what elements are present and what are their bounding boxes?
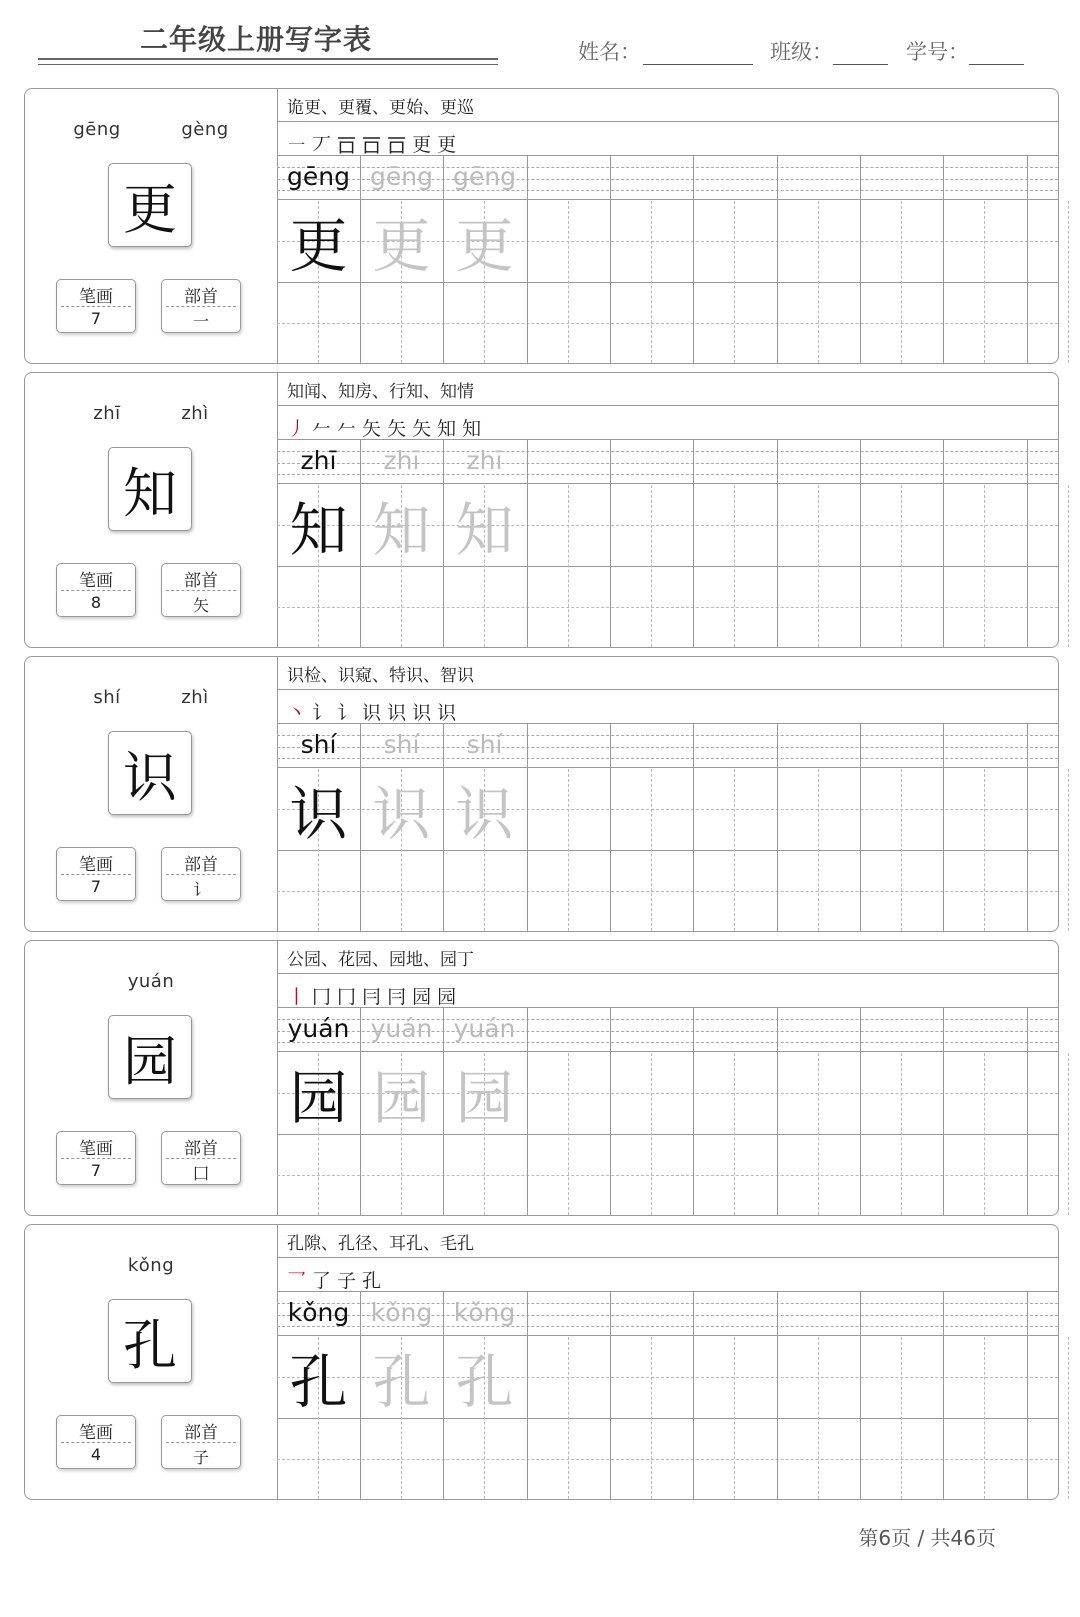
blank-practice-cell[interactable]: [527, 1336, 610, 1418]
blank-practice-cell[interactable]: [360, 1135, 443, 1217]
blank-practice-cell[interactable]: [443, 283, 526, 365]
blank-practice-cell[interactable]: [943, 1052, 1026, 1134]
stroke-step: 丨: [287, 986, 307, 1008]
practice-character: 园: [372, 1064, 431, 1132]
blank-practice-cell[interactable]: [443, 851, 526, 933]
practice-pinyin: zhī: [300, 446, 337, 475]
page-title: 二年级上册写字表: [140, 23, 373, 56]
row-divider: [277, 439, 1058, 440]
blank-practice-cell[interactable]: [277, 283, 360, 365]
example-words: 知闻、知房、行知、知情: [287, 382, 474, 402]
title-underline: [38, 58, 498, 60]
practice-character: 孔: [372, 1348, 431, 1416]
stroke-step: 𠮛: [337, 135, 357, 157]
radical-box: [161, 279, 241, 333]
radical-value: 子: [192, 1448, 209, 1467]
practice-pinyin: shí: [300, 730, 337, 759]
stroke-step: 更: [437, 134, 457, 156]
practice-character: 知: [289, 496, 348, 564]
blank-practice-cell[interactable]: [860, 768, 943, 850]
stroke-step: 识: [362, 702, 382, 724]
character-card: [24, 656, 1059, 932]
row-divider: [277, 689, 1058, 690]
practice-pinyin: yuán: [287, 1014, 350, 1043]
character-display: 识: [108, 731, 192, 815]
blank-practice-cell[interactable]: [777, 484, 860, 566]
example-words: 诡更、更覆、更始、更巡: [287, 98, 474, 118]
radical-label: 部首: [184, 571, 218, 591]
blank-practice-cell[interactable]: [777, 1419, 860, 1501]
blank-practice-cell[interactable]: [1027, 1052, 1080, 1134]
stroke-count-box: [56, 847, 136, 901]
row-divider: [277, 121, 1058, 122]
class-label: 班级：: [770, 40, 833, 64]
stroke-step: 乛: [287, 1270, 307, 1292]
blank-practice-cell[interactable]: [443, 1419, 526, 1501]
radical-box: [161, 847, 241, 901]
radical-value: 囗: [192, 1164, 209, 1183]
blank-practice-cell[interactable]: [860, 1336, 943, 1418]
practice-pinyin: shí: [383, 730, 420, 759]
blank-practice-cell[interactable]: [610, 200, 693, 282]
stroke-step: 知: [437, 418, 457, 440]
blank-practice-cell[interactable]: [777, 768, 860, 850]
info-divider: [166, 1442, 236, 1443]
character-display: 更: [108, 163, 192, 247]
practice-character: 识: [289, 780, 348, 848]
character-pinyin: kǒng: [127, 1255, 175, 1276]
stroke-count-value: 7: [90, 309, 102, 328]
blank-practice-cell[interactable]: [777, 200, 860, 282]
blank-practice-cell[interactable]: [610, 851, 693, 933]
practice-pinyin: zhī: [383, 446, 420, 475]
stroke-step: 讠: [337, 702, 357, 724]
practice-character: 更: [372, 212, 431, 280]
blank-practice-cell[interactable]: [943, 1135, 1026, 1217]
stroke-step: 𠮛: [362, 135, 382, 157]
stroke-step: 矢: [412, 418, 432, 440]
practice-character: 更: [289, 212, 348, 280]
practice-panel: [277, 1225, 1058, 1499]
stroke-step: 丶: [287, 702, 307, 724]
blank-practice-cell[interactable]: [777, 567, 860, 649]
blank-practice-cell[interactable]: [943, 283, 1026, 365]
example-words: 识检、识窥、特识、智识: [287, 666, 474, 686]
practice-pinyin: yuán: [370, 1014, 433, 1043]
character-info-panel: [25, 657, 278, 931]
blank-practice-cell[interactable]: [693, 768, 776, 850]
practice-pinyin: shí: [466, 730, 503, 759]
name-label: 姓名：: [578, 40, 641, 64]
blank-practice-cell[interactable]: [1027, 484, 1080, 566]
row-divider: [277, 405, 1058, 406]
stroke-step: 冃: [387, 986, 407, 1008]
blank-practice-cell[interactable]: [943, 484, 1026, 566]
character-pinyin: yuán: [127, 971, 175, 992]
radical-box: [161, 1415, 241, 1469]
stroke-step: 𠂉: [337, 418, 357, 440]
stroke-count-label: 笔画: [79, 287, 113, 307]
stroke-order: [287, 979, 462, 1009]
character-pinyin: gēng gèng: [73, 119, 229, 140]
stroke-count-box: [56, 1131, 136, 1185]
practice-pinyin: zhī: [466, 446, 503, 475]
stroke-count-label: 笔画: [79, 1423, 113, 1443]
blank-practice-cell[interactable]: [1027, 283, 1080, 365]
class-field[interactable]: [833, 64, 888, 65]
stroke-count-box: [56, 1415, 136, 1469]
row-divider: [277, 1007, 1058, 1008]
practice-character: 孔: [455, 1348, 514, 1416]
blank-practice-cell[interactable]: [610, 484, 693, 566]
practice-pinyin: gēng: [287, 162, 350, 191]
blank-practice-cell[interactable]: [527, 1052, 610, 1134]
stroke-step: 𠮛: [387, 135, 407, 157]
blank-practice-cell[interactable]: [943, 1336, 1026, 1418]
blank-practice-cell[interactable]: [527, 484, 610, 566]
radical-value: 矢: [192, 596, 209, 615]
blank-practice-cell[interactable]: [860, 851, 943, 933]
info-divider: [166, 590, 236, 591]
stroke-count-label: 笔画: [79, 1139, 113, 1159]
example-words: 孔隙、孔径、耳孔、毛孔: [287, 1234, 474, 1254]
blank-practice-cell[interactable]: [610, 567, 693, 649]
blank-practice-cell[interactable]: [693, 283, 776, 365]
practice-panel: [277, 373, 1058, 647]
stroke-count-label: 笔画: [79, 571, 113, 591]
blank-practice-cell[interactable]: [943, 1419, 1026, 1501]
stroke-step: 丆: [312, 134, 332, 156]
blank-practice-cell[interactable]: [943, 200, 1026, 282]
stroke-order: [287, 411, 487, 441]
info-divider: [61, 874, 131, 875]
id-label: 学号：: [906, 40, 969, 64]
blank-practice-cell[interactable]: [610, 768, 693, 850]
row-divider: [277, 1257, 1058, 1258]
blank-practice-cell[interactable]: [1027, 851, 1080, 933]
character-info-panel: [25, 373, 278, 647]
blank-practice-cell[interactable]: [1027, 768, 1080, 850]
blank-practice-cell[interactable]: [527, 1419, 610, 1501]
row-divider: [277, 723, 1058, 724]
blank-practice-cell[interactable]: [277, 567, 360, 649]
character-card: [24, 88, 1059, 364]
blank-practice-cell[interactable]: [860, 200, 943, 282]
row-divider: [277, 1291, 1058, 1292]
info-divider: [166, 306, 236, 307]
blank-practice-cell[interactable]: [777, 283, 860, 365]
character-display: 知: [108, 447, 192, 531]
blank-practice-cell[interactable]: [693, 1419, 776, 1501]
blank-practice-cell[interactable]: [360, 567, 443, 649]
name-field[interactable]: [643, 64, 753, 65]
stroke-step: 矢: [362, 418, 382, 440]
stroke-step: 子: [337, 1270, 357, 1292]
blank-practice-cell[interactable]: [693, 851, 776, 933]
blank-practice-cell[interactable]: [1027, 1336, 1080, 1418]
blank-practice-cell[interactable]: [860, 283, 943, 365]
stroke-step: 冂: [312, 986, 332, 1008]
stroke-step: 讠: [312, 702, 332, 724]
radical-label: 部首: [184, 1139, 218, 1159]
blank-practice-cell[interactable]: [693, 484, 776, 566]
title-underline-thin: [38, 64, 498, 65]
character-pinyin: shí zhì: [93, 687, 209, 708]
practice-pinyin: kǒng: [453, 1298, 516, 1327]
blank-practice-cell[interactable]: [860, 1419, 943, 1501]
blank-practice-cell[interactable]: [1027, 200, 1080, 282]
character-pinyin: zhī zhì: [93, 403, 209, 424]
stroke-count-label: 笔画: [79, 855, 113, 875]
page-number: 第6页 / 共46页: [858, 1526, 996, 1550]
radical-box: [161, 1131, 241, 1185]
info-divider: [166, 874, 236, 875]
stroke-order: [287, 695, 462, 725]
blank-practice-cell[interactable]: [860, 1135, 943, 1217]
stroke-step: 了: [312, 1270, 332, 1292]
row-divider: [277, 973, 1058, 974]
info-divider: [61, 1442, 131, 1443]
practice-pinyin: gēng: [370, 162, 433, 191]
blank-practice-cell[interactable]: [1027, 1419, 1080, 1501]
stroke-step: 识: [412, 702, 432, 724]
stroke-count-box: [56, 563, 136, 617]
example-words: 公园、花园、园地、园丁: [287, 950, 474, 970]
blank-practice-cell[interactable]: [610, 1052, 693, 1134]
blank-practice-cell[interactable]: [777, 1336, 860, 1418]
blank-practice-cell[interactable]: [443, 567, 526, 649]
blank-practice-cell[interactable]: [527, 768, 610, 850]
blank-practice-cell[interactable]: [693, 1052, 776, 1134]
character-card: [24, 1224, 1059, 1500]
stroke-step: 园: [412, 986, 432, 1008]
id-field[interactable]: [969, 64, 1024, 65]
blank-practice-cell[interactable]: [610, 1336, 693, 1418]
row-divider: [277, 155, 1058, 156]
stroke-step: ㇐: [287, 134, 307, 156]
blank-practice-cell[interactable]: [943, 567, 1026, 649]
blank-practice-cell[interactable]: [693, 1336, 776, 1418]
stroke-order: [287, 1263, 387, 1293]
blank-practice-cell[interactable]: [360, 1419, 443, 1501]
practice-character: 知: [455, 496, 514, 564]
character-display: 园: [108, 1015, 192, 1099]
blank-practice-cell[interactable]: [277, 851, 360, 933]
stroke-step: 识: [387, 702, 407, 724]
blank-practice-cell[interactable]: [860, 484, 943, 566]
stroke-count-value: 7: [90, 877, 102, 896]
practice-character: 园: [455, 1064, 514, 1132]
blank-practice-cell[interactable]: [693, 567, 776, 649]
stroke-step: 𠂉: [312, 418, 332, 440]
radical-value: 讠: [192, 880, 209, 899]
stroke-count-value: 4: [90, 1445, 102, 1464]
character-info-panel: [25, 1225, 278, 1499]
stroke-step: 更: [412, 134, 432, 156]
blank-practice-cell[interactable]: [443, 1135, 526, 1217]
blank-practice-cell[interactable]: [860, 1052, 943, 1134]
stroke-step: 识: [437, 702, 457, 724]
stroke-count-value: 8: [90, 593, 102, 612]
practice-character: 识: [372, 780, 431, 848]
blank-practice-cell[interactable]: [693, 200, 776, 282]
blank-practice-cell[interactable]: [277, 1419, 360, 1501]
blank-practice-cell[interactable]: [610, 1135, 693, 1217]
blank-practice-cell[interactable]: [693, 1135, 776, 1217]
stroke-step: 孔: [362, 1270, 382, 1292]
practice-character: 园: [289, 1064, 348, 1132]
blank-practice-cell[interactable]: [360, 851, 443, 933]
character-card: [24, 372, 1059, 648]
blank-practice-cell[interactable]: [1027, 1135, 1080, 1217]
blank-practice-cell[interactable]: [527, 567, 610, 649]
stroke-step: 园: [437, 986, 457, 1008]
practice-character: 知: [372, 496, 431, 564]
practice-character: 识: [455, 780, 514, 848]
stroke-count-value: 7: [90, 1161, 102, 1180]
blank-practice-cell[interactable]: [777, 1052, 860, 1134]
blank-practice-cell[interactable]: [610, 1419, 693, 1501]
blank-practice-cell[interactable]: [610, 283, 693, 365]
info-divider: [61, 306, 131, 307]
stroke-order: [287, 127, 462, 157]
blank-practice-cell[interactable]: [943, 768, 1026, 850]
stroke-count-box: [56, 279, 136, 333]
practice-pinyin: kǒng: [370, 1298, 433, 1327]
practice-panel: [277, 657, 1058, 931]
blank-practice-cell[interactable]: [527, 200, 610, 282]
stroke-step: 矢: [387, 418, 407, 440]
stroke-step: 知: [462, 418, 482, 440]
blank-practice-cell[interactable]: [860, 567, 943, 649]
character-display: 孔: [108, 1299, 192, 1383]
stroke-step: 冃: [362, 986, 382, 1008]
character-info-panel: [25, 941, 278, 1215]
practice-pinyin: kǒng: [287, 1298, 350, 1327]
blank-practice-cell[interactable]: [943, 851, 1026, 933]
blank-practice-cell[interactable]: [777, 1135, 860, 1217]
character-info-panel: [25, 89, 278, 363]
stroke-step: 丿: [287, 418, 307, 440]
practice-character: 孔: [289, 1348, 348, 1416]
practice-panel: [277, 89, 1058, 363]
practice-pinyin: gēng: [453, 162, 516, 191]
stroke-step: 冂: [337, 986, 357, 1008]
radical-label: 部首: [184, 287, 218, 307]
info-divider: [61, 1158, 131, 1159]
radical-box: [161, 563, 241, 617]
blank-practice-cell[interactable]: [527, 1135, 610, 1217]
blank-practice-cell[interactable]: [777, 851, 860, 933]
blank-practice-cell[interactable]: [527, 283, 610, 365]
radical-label: 部首: [184, 1423, 218, 1443]
info-divider: [61, 590, 131, 591]
info-divider: [166, 1158, 236, 1159]
character-card: [24, 940, 1059, 1216]
blank-practice-cell[interactable]: [1027, 567, 1080, 649]
radical-label: 部首: [184, 855, 218, 875]
blank-practice-cell[interactable]: [527, 851, 610, 933]
practice-panel: [277, 941, 1058, 1215]
practice-character: 更: [455, 212, 514, 280]
blank-practice-cell[interactable]: [277, 1135, 360, 1217]
practice-pinyin: yuán: [453, 1014, 516, 1043]
radical-value: 一: [192, 312, 209, 331]
blank-practice-cell[interactable]: [360, 283, 443, 365]
